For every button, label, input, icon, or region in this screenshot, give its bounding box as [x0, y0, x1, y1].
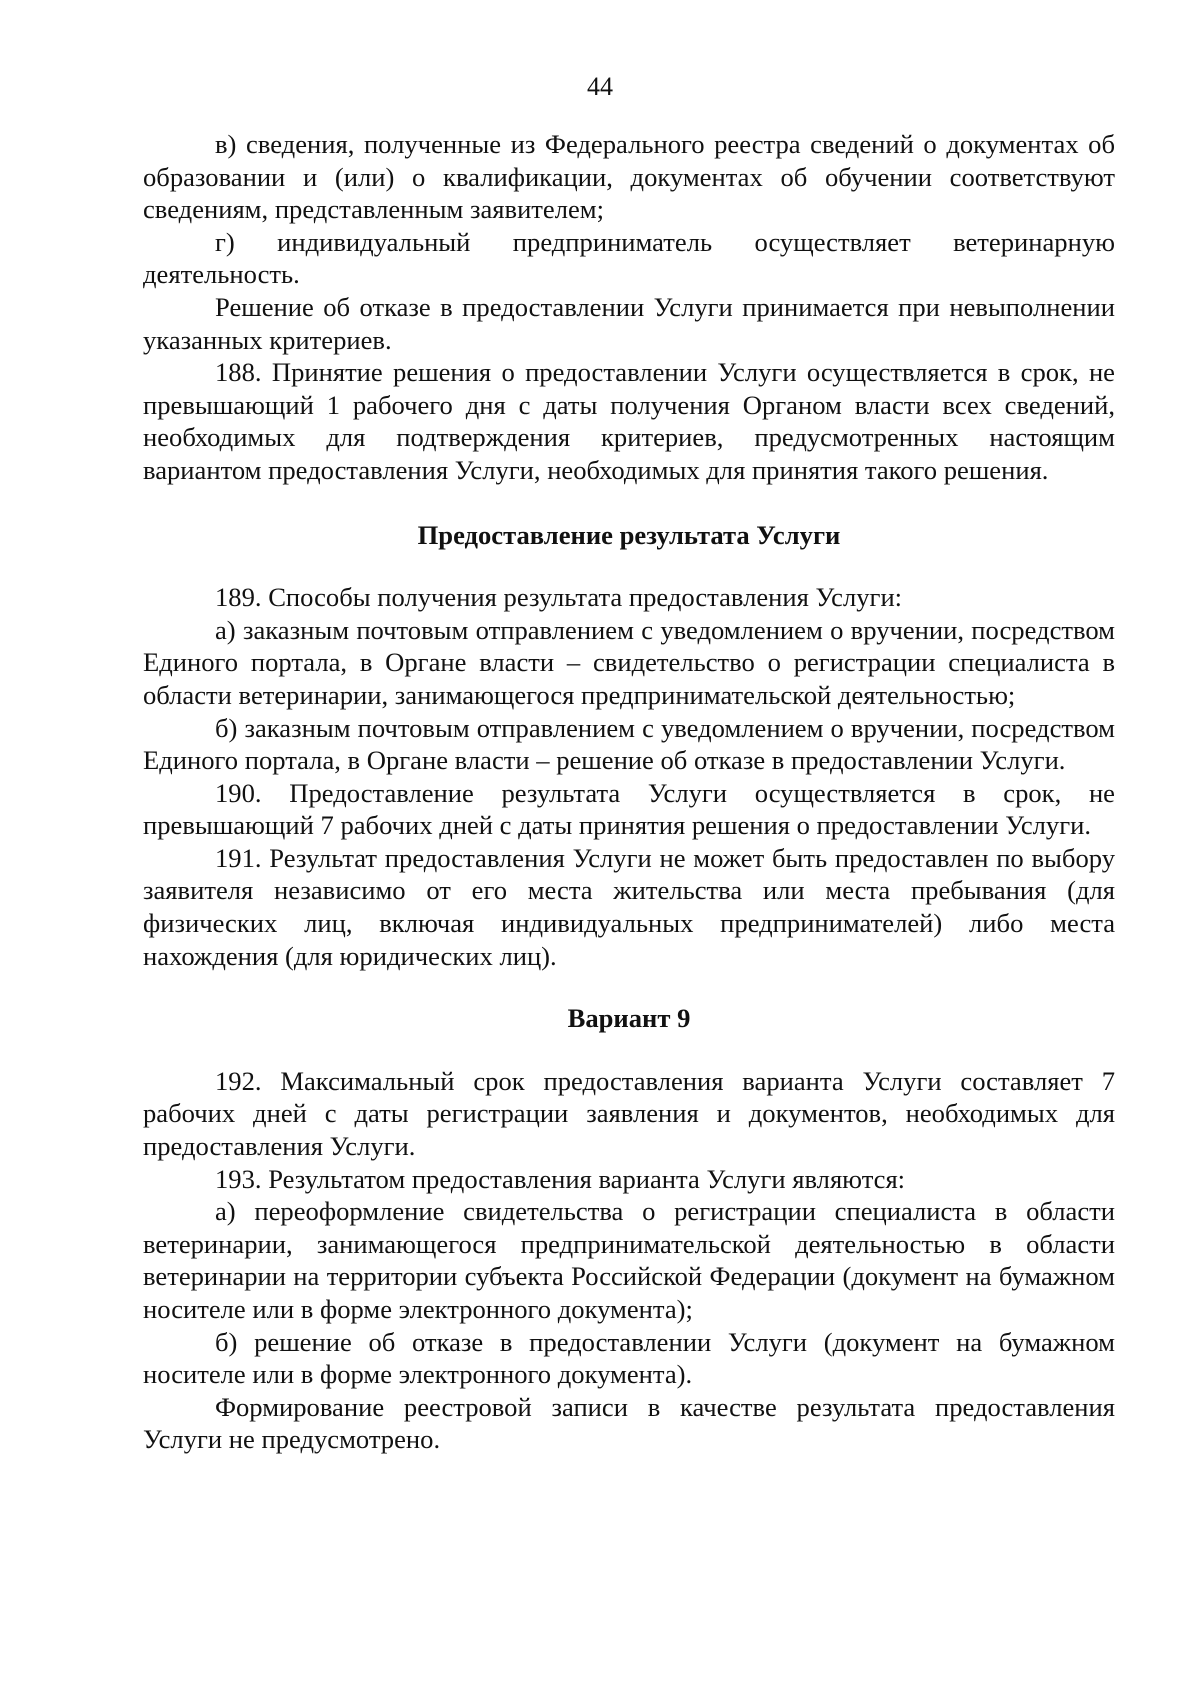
paragraph-criterion-g: г) индивидуальный предприниматель осуществляет ветеринарную деятельность.	[143, 226, 1115, 290]
paragraph-193-a: а) переоформление свидетельства о регистрации специалиста в области ветеринарии, занимающегося предпринимательской деятельностью в области ветеринарии на территории субъекта Российской Федерации (документ на бумажном носителе или в форме электронного документа);	[143, 1196, 1115, 1324]
paragraph-refusal-decision: Решение об отказе в предоставлении Услуги принимается при невыполнении указанных критериев.	[143, 291, 1115, 355]
paragraph-188: 188. Принятие решения о предоставлении Услуги осуществляется в срок, не превышающий 1 рабочего дня с даты получения Органом власти всех сведений, необходимых для подтверждения критериев, предусмотренных настоящим вариантом предоставления Услуги, необходимых для принятия такого решения.	[143, 357, 1115, 485]
document-body	[143, 128, 1115, 1456]
page-number: 44	[587, 72, 613, 101]
paragraph-190: 190. Предоставление результата Услуги осуществляется в срок, не превышающий 7 рабочих дней с даты принятия решения о предоставлении Услуги.	[143, 777, 1115, 841]
paragraph-191: 191. Результат предоставления Услуги не может быть предоставлен по выбору заявителя независимо от его места жительства или места пребывания (для физических лиц, включая индивидуальных предпринимателей) либо места нахождения (для юридических лиц).	[143, 842, 1115, 971]
section-heading-result: Предоставление результата Услуги	[417, 519, 841, 550]
paragraph-193: 193. Результатом предоставления варианта Услуги являются:	[215, 1163, 906, 1194]
paragraph-189-b: б) заказным почтовым отправлением с уведомлением о вручении, посредством Единого портала, в Органе власти – решение об отказе в предоставлении Услуги.	[143, 712, 1115, 776]
spacer	[143, 1035, 1115, 1065]
paragraph-192: 192. Максимальный срок предоставления варианта Услуги составляет 7 рабочих дней с даты регистрации заявления и документов, необходимых для предоставления Услуги.	[143, 1065, 1115, 1162]
paragraph-criterion-v: в) сведения, полученные из Федерального реестра сведений о документах об образовании и (или) о квалификации, документах об обучении соответствуют сведениям, представленным заявителем;	[143, 129, 1115, 225]
paragraph-193-b: б) решение об отказе в предоставлении Услуги (документ на бумажном носителе или в форме электронного документа).	[143, 1326, 1115, 1390]
paragraph-189-a: а) заказным почтовым отправлением с уведомлением о вручении, посредством Единого портала, в Органе власти – свидетельство о регистрации специалиста в области ветеринарии, занимающегося предпринимательской деятельностью;	[143, 614, 1115, 710]
spacer	[143, 551, 1115, 581]
spacer	[143, 972, 1115, 1002]
spacer	[143, 487, 1115, 519]
paragraph-registry-record: Формирование реестровой записи в качестве результата предоставления Услуги не предусмотрено.	[143, 1391, 1115, 1455]
paragraph-189: 189. Способы получения результата предоставления Услуги:	[215, 582, 903, 613]
section-heading-variant-9: Вариант 9	[567, 1003, 691, 1034]
